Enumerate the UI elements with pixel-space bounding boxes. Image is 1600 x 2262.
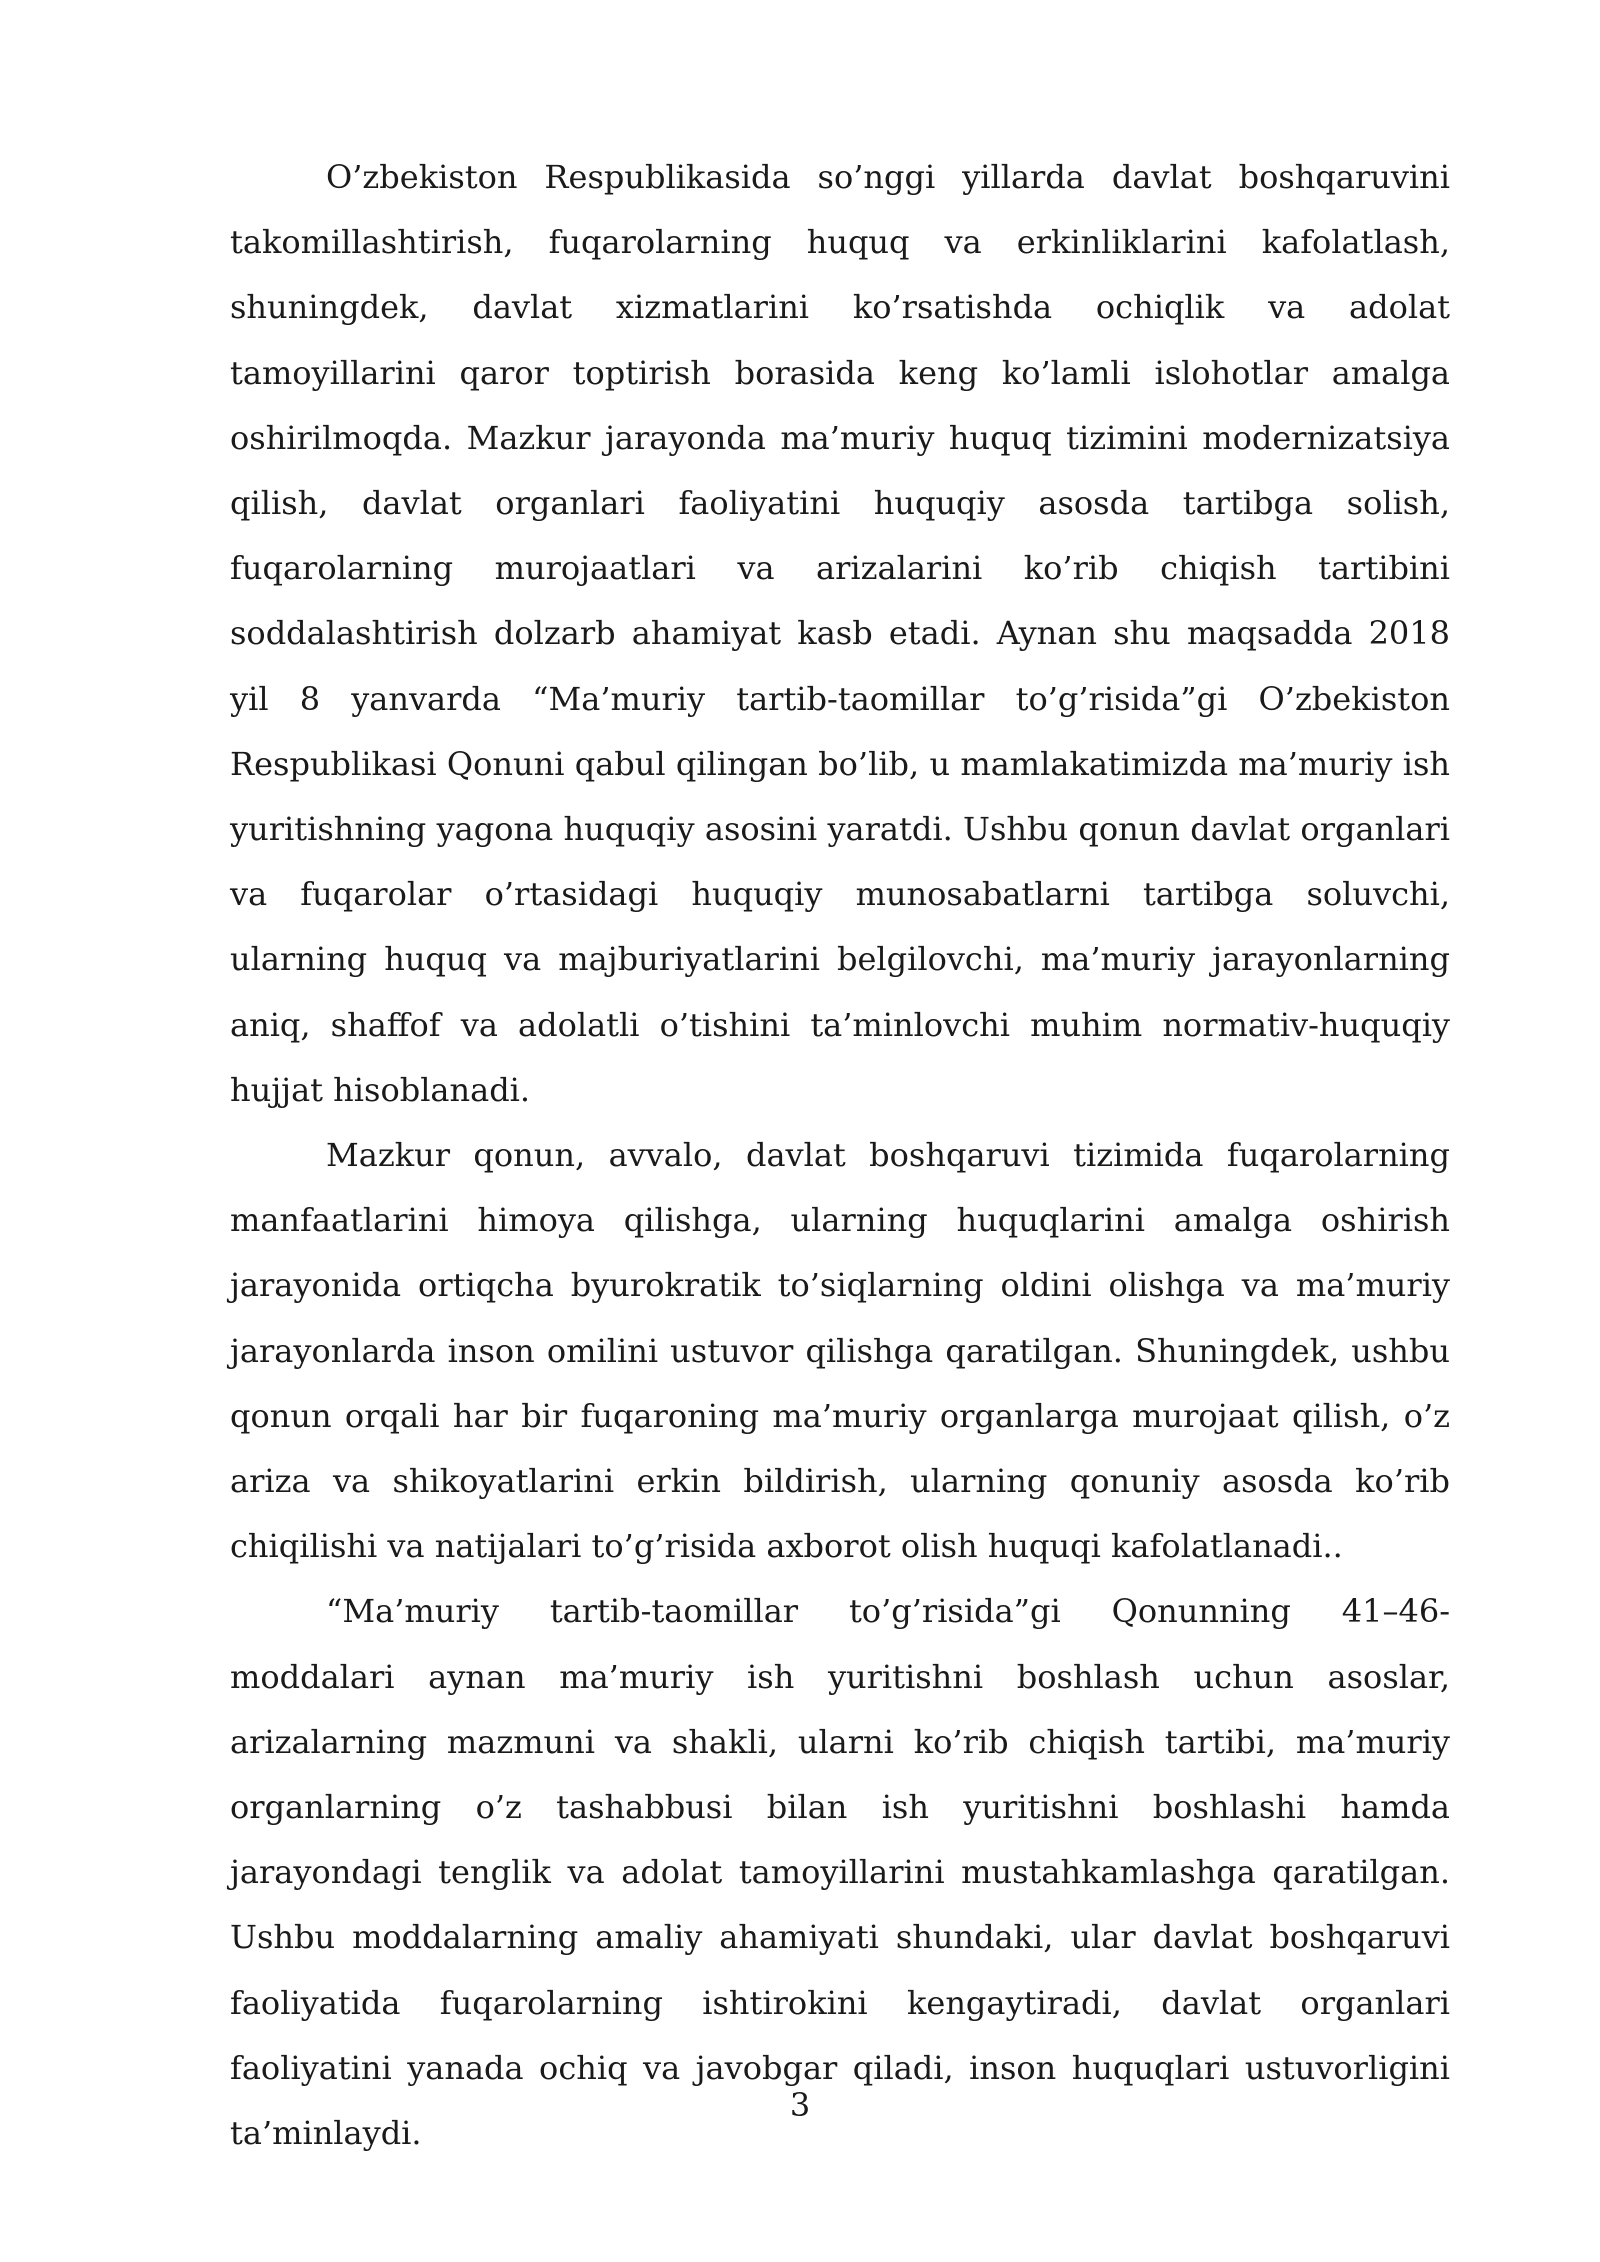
paragraph-3: “Ma’muriy tartib-taomillar to’g’risida”gi Qonunning 41–46-moddalari aynan ma’muriy ish yuritishni boshlash uchun asoslar, arizalarning mazmuni va shakli, ularni ko’rib chiqish tartibi, ma’muriy organlarning o’z tashabbusi bilan ish yuritishni boshlashi hamda jarayondagi tenglik va adolat tamoyillarini mustahkamlashga qaratilgan. Ushbu moddalarning amaliy ahamiyati shundaki, ular davlat boshqaruvi faoliyatida fuqarolarning ishtirokini kengaytiradi, davlat organlari faoliyatini yanada ochiq va javobgar qiladi, inson huquqlari ustuvorligini ta’minlaydi. [230,1592,1450,2153]
document-body [230,145,1450,2166]
paragraph-2: Mazkur qonun, avvalo, davlat boshqaruvi tizimida fuqarolarning manfaatlarini himoya qilishga, ularning huquqlarini amalga oshirish jarayonida ortiqcha byurokratik to’siqlarning oldini olishga va ma’muriy jarayonlarda inson omilini ustuvor qilishga qaratilgan. Shuningdek, ushbu qonun orqali har bir fuqaroning ma’muriy organlarga murojaat qilish, o’z ariza va shikoyatlarini erkin bildirish, ularning qonuniy asosda ko’rib chiqilishi va natijalari to’g’risida axborot olish huquqi kafolatlanadi.. [230,1136,1450,1566]
page-number: 3 [789,2086,811,2124]
paragraph-1: O’zbekiston Respublikasida so’nggi yillarda davlat boshqaruvini takomillashtirish, fuqarolarning huquq va erkinliklarini kafolatlash, shuningdek, davlat xizmatlarini ko’rsatishda ochiqlik va adolat tamoyillarini qaror toptirish borasida keng ko’lamli islohotlar amalga oshirilmoqda. Mazkur jarayonda ma’muriy huquq tizimini modernizatsiya qilish, davlat organlari faoliyatini huquqiy asosda tartibga solish, fuqarolarning murojaatlari va arizalarini ko’rib chiqish tartibini soddalashtirish dolzarb ahamiyat kasb etadi. Aynan shu maqsadda 2018 yil 8 yanvarda “Ma’muriy tartib-taomillar to’g’risida”gi O’zbekiston Respublikasi Qonuni qabul qilingan bo’lib, u mamlakatimizda ma’muriy ish yuritishning yagona huquqiy asosini yaratdi. Ushbu qonun davlat organlari va fuqarolar o’rtasidagi huquqiy munosabatlarni tartibga soluvchi, ularning huquq va majburiyatlarini belgilovchi, ma’muriy jarayonlarning aniq, shaffof va adolatli o’tishini ta’minlovchi muhim normativ-huquqiy hujjat hisoblanadi. [230,158,1450,1109]
